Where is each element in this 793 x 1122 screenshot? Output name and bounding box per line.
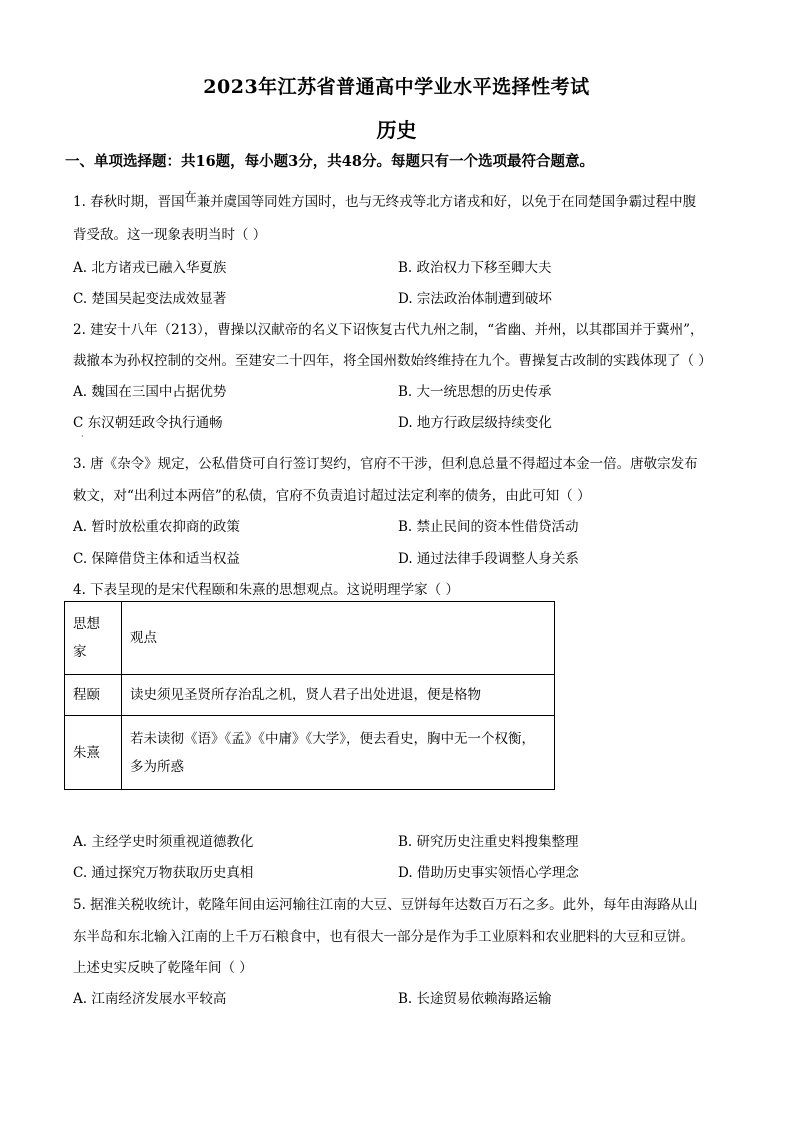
thinkers-table bbox=[64, 601, 555, 790]
section-heading: 一、单项选择题：共16题，每小题3分，共48分。每题只有一个选项最符合题意。 bbox=[65, 153, 594, 170]
q5-line-3: 上述史实反映了乾隆年间（ ） bbox=[73, 960, 253, 976]
q2-option-a: A. 魏国在三国中占据优势 bbox=[73, 384, 227, 400]
q5-option-b: B. 长途贸易依赖海路运输 bbox=[398, 991, 552, 1007]
q1-option-a: A. 北方诸戎已融入华夏族 bbox=[73, 260, 227, 276]
q2-option-c: C 东汉朝廷政令执行通畅 bbox=[73, 415, 223, 431]
q1-line-2: 背受敌。这一现象表明当时（ ） bbox=[73, 227, 267, 243]
q2-option-b: B. 大一统思想的历史传承 bbox=[398, 384, 552, 400]
q1-line-1 bbox=[73, 190, 696, 210]
q1-option-d: D. 宗法政治体制遭到破坏 bbox=[398, 291, 552, 307]
q1-inserted-char: 在 bbox=[184, 190, 197, 204]
q2-option-d: D. 地方行政层级持续变化 bbox=[398, 415, 552, 431]
header-thinker-line-2: 家 bbox=[73, 644, 87, 660]
view-line-2: 多为所惑 bbox=[130, 758, 184, 775]
q5-option-a: A. 江南经济发展水平较高 bbox=[73, 991, 227, 1007]
q4-option-c: C. 通过探究万物获取历史真相 bbox=[73, 865, 254, 881]
q4-line-1: 4. 下表呈现的是宋代程颐和朱熹的思想观点。这说明理学家（ ） bbox=[73, 582, 459, 598]
exam-title: 2023年江苏省普通高中学业水平选择性考试 bbox=[203, 76, 590, 98]
table-header-view: 观点 bbox=[122, 602, 555, 675]
q3-option-c: C. 保障借贷主体和适当权益 bbox=[73, 551, 240, 567]
q1-text-a: 1. 春秋时期，晋国 bbox=[73, 194, 185, 210]
q1-text-b: 兼并虞国等同姓方国时，也与无终戎等北方诸戎和好，以免于在同楚国争霸过程中腹 bbox=[196, 194, 697, 210]
q5-line-2: 东半岛和东北输入江南的上千万石粮食中，也有很大一部分是作为手工业原料和农业肥料的大豆和豆饼。 bbox=[73, 929, 694, 945]
table-header-thinker bbox=[65, 602, 122, 675]
q3-option-d: D. 通过法律手段调整人身关系 bbox=[398, 551, 579, 567]
header-thinker-line-1: 思想 bbox=[73, 616, 100, 632]
thinker-cell: 程颐 bbox=[65, 675, 122, 716]
q3-option-b: B. 禁止民间的资本性借贷活动 bbox=[398, 519, 579, 535]
view-cell bbox=[122, 716, 555, 790]
table-row bbox=[65, 716, 555, 790]
q4-option-d: D. 借助历史事实领悟心学理念 bbox=[398, 865, 579, 881]
q3-line-1: 3. 唐《杂令》规定，公私借贷可自行签订契约，官府不干涉，但利息总量不得超过本金一倍。唐敬宗发布 bbox=[73, 456, 698, 472]
table-row bbox=[65, 675, 555, 716]
view-line-1: 若未读彻《语》《孟》《中庸》《大学》，便去看史，胸中无一个权衡， bbox=[130, 730, 535, 747]
q1-option-b: B. 政治权力下移至卿大夫 bbox=[398, 260, 552, 276]
q3-line-2: 敕文，对“出利过本两倍”的私债，官府不负责追讨超过法定利率的债务，由此可知（ ） bbox=[73, 488, 591, 504]
subject-title: 历史 bbox=[376, 118, 417, 142]
q2-line-2: 裁撤本为孙权控制的交州。至建安二十四年，将全国州数始终维持在九个。曹操复古改制的实践体现了（ ） bbox=[73, 353, 712, 369]
q2-line-1: 2. 建安十八年（213），曹操以汉献帝的名义下诏恢复古代九州之制，“省幽、并州，以其郡国并于冀州”， bbox=[73, 322, 704, 338]
q4-option-b: B. 研究历史注重史料搜集整理 bbox=[398, 834, 579, 850]
view-cell: 读史须见圣贤所存治乱之机，贤人君子出处进退，便是格物 bbox=[122, 675, 555, 716]
stray-mark: · bbox=[81, 432, 84, 441]
q5-line-1: 5. 据淮关税收统计，乾隆年间由运河输往江南的大豆、豆饼每年达数百万石之多。此外，每年由海路从山 bbox=[73, 897, 698, 913]
q3-option-a: A. 暂时放松重农抑商的政策 bbox=[73, 519, 240, 535]
q4-option-a: A. 主经学史时须重视道德教化 bbox=[73, 834, 254, 850]
table-header-row bbox=[65, 602, 555, 675]
thinker-cell: 朱熹 bbox=[65, 716, 122, 790]
q1-option-c: C. 楚国吴起变法成效显著 bbox=[73, 291, 227, 307]
